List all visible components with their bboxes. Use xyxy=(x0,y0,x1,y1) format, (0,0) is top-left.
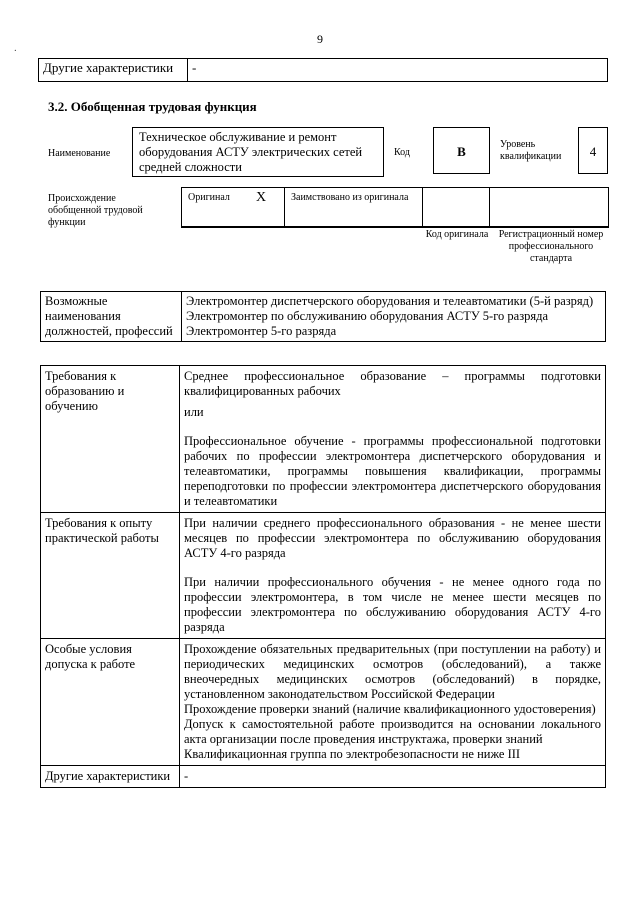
experience-value xyxy=(180,513,606,639)
borrowed-label: Заимствовано из оригинала xyxy=(291,192,409,203)
level-value: 4 xyxy=(578,127,608,174)
code-original-cell xyxy=(422,187,490,227)
scan-mark: . xyxy=(14,42,17,54)
top-other-value: - xyxy=(188,59,608,82)
position-item: Электромонтер 5-го разряда xyxy=(186,324,337,338)
other-label: Другие характеристики xyxy=(41,766,180,788)
origin-label: Происхождение обобщенной трудовой функции xyxy=(48,193,143,228)
code-value: B xyxy=(433,127,490,174)
original-mark: X xyxy=(256,190,267,205)
conditions-label: Особые условия допуска к работе xyxy=(41,639,180,766)
conditions-row xyxy=(41,639,606,766)
conditions-p1: Прохождение обязательных предварительных (при поступлении на работу) и периодических медицинских осмотров (обследований), а также внеочередных медицинских осмотров (обследований) в порядке, установленном законодательством Российской Федерации xyxy=(184,642,601,701)
code-original-caption: Код оригинала xyxy=(425,229,489,240)
requirements-table xyxy=(40,365,606,788)
position-item: Электромонтер диспетчерского оборудования и телеавтоматики (5-й разряд) xyxy=(186,294,594,308)
reg-number-caption: Регистрационный номер профессионального стандарта xyxy=(498,229,604,264)
experience-row xyxy=(41,513,606,639)
position-item: Электромонтер по обслуживанию оборудования АСТУ 5-го разряда xyxy=(186,309,549,323)
top-other-table xyxy=(38,58,608,82)
education-row xyxy=(41,366,606,513)
positions-table xyxy=(40,291,606,342)
experience-p1: При наличии среднего профессионального образования - не менее шести месяцев по профессии электромонтера по обслуживанию оборудования АСТУ 4-го разряда xyxy=(184,516,601,560)
name-value: Техническое обслуживание и ремонт оборудования АСТУ электрических сетей средней сложности xyxy=(132,127,384,177)
experience-p2: При наличии профессионального обучения - не менее одного года по профессии электромонтера, в том числе не менее шести месяцев по профессии электромонтера по обслуживанию оборудования АСТУ 4-го разряда xyxy=(184,575,601,634)
education-p2: или xyxy=(184,405,204,419)
other-row xyxy=(41,766,606,788)
conditions-p2: Прохождение проверки знаний (наличие квалификационного удостоверения) xyxy=(184,702,596,716)
education-label: Требования к образованию и обучению xyxy=(41,366,180,513)
origin-row xyxy=(181,187,609,228)
top-other-label: Другие характеристики xyxy=(39,59,188,82)
positions-label: Возможные наименования должностей, профессий xyxy=(41,292,182,342)
code-label: Код xyxy=(394,147,410,158)
conditions-p4: Квалификационная группа по электробезопасности не ниже III xyxy=(184,747,521,761)
other-value: - xyxy=(180,766,606,788)
original-label: Оригинал xyxy=(188,192,230,203)
level-label: Уровень квалификации xyxy=(500,139,562,162)
section-title: 3.2. Обобщенная трудовая функция xyxy=(48,99,257,114)
experience-label: Требования к опыту практической работы xyxy=(41,513,180,639)
borrowed-cell xyxy=(284,187,422,227)
conditions-value xyxy=(180,639,606,766)
name-label: Наименование xyxy=(48,148,111,159)
original-cell xyxy=(181,187,285,227)
reg-number-cell xyxy=(489,187,609,227)
education-p3: Профессиональное обучение - программы профессиональной подготовки рабочих по профессии электромонтера диспетчерского оборудования и телеавтоматики, программы повышения квалификации, программы переподготовки по профессии электромонтера диспетчерского оборудования и телеавтоматики xyxy=(184,434,601,508)
conditions-p3: Допуск к самостоятельной работе производится на основании локального акта организации после проведения инструктажа, проверки знаний xyxy=(184,717,601,746)
page-number: 9 xyxy=(317,32,323,46)
education-p1: Среднее профессиональное образование – программы подготовки квалифицированных рабочих xyxy=(184,369,601,398)
education-value xyxy=(180,366,606,513)
positions-list xyxy=(182,292,606,342)
